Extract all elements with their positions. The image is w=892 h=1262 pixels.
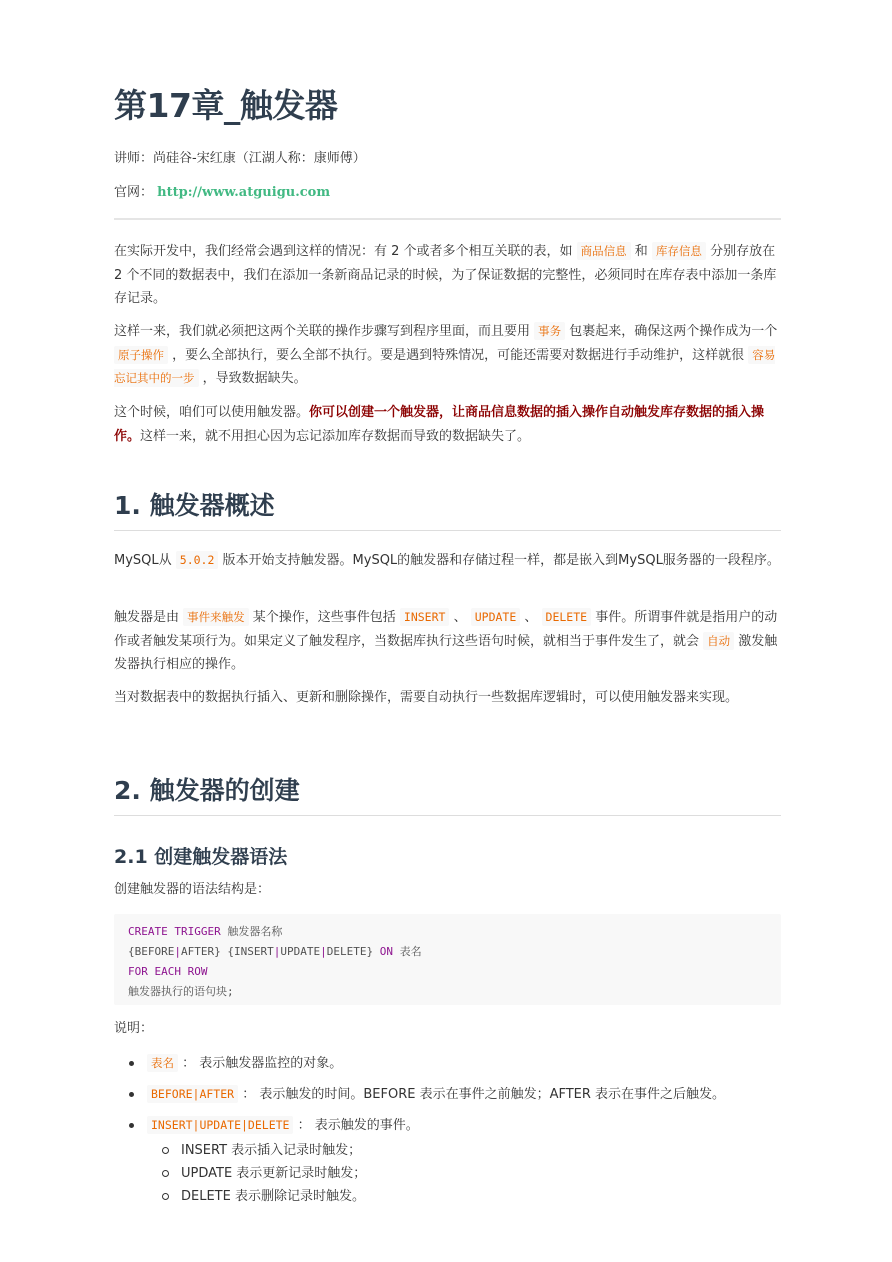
bullet bbox=[162, 1193, 169, 1200]
code-line: FOR EACH ROW bbox=[128, 965, 208, 978]
section-divider bbox=[114, 530, 781, 531]
bullet bbox=[162, 1147, 169, 1154]
list-item: 表名 ： 表示触发器监控的对象。 bbox=[114, 1052, 781, 1075]
inline-code: 自动 bbox=[703, 632, 734, 650]
inline-code: 容易忘记其中的一步 bbox=[114, 347, 776, 385]
code-line: 触发器执行的语句块; bbox=[128, 985, 234, 998]
inline-code: INSERT bbox=[400, 608, 450, 626]
inline-code: BEFORE|AFTER bbox=[147, 1085, 238, 1103]
inline-code: INSERT|UPDATE|DELETE bbox=[147, 1116, 293, 1134]
section1-paragraph-1: MySQL从 5.0.2 版本开始支持触发器。MySQL的触发器和存储过程一样，都是嵌入到MySQL服务器的一段程序。 bbox=[114, 553, 780, 568]
emphasis-text: 你可以创建一个触发器，让商品信息数据的插入操作自动触发库存数据的插入操作。 bbox=[114, 405, 765, 444]
chapter-title: 第17章_触发器 bbox=[114, 86, 338, 125]
notes-list bbox=[114, 1052, 781, 1208]
list-item: INSERT|UPDATE|DELETE ： 表示触发的事件。 INSERT 表示插入记录时触发； UPDATE 表示更新记录时触发； DELETE 表示删除记录时触发。 bbox=[114, 1114, 781, 1208]
intro-paragraph-3: 这个时候，咱们可以使用触发器。你可以创建一个触发器，让商品信息数据的插入操作自动触发库存数据的插入操作。这样一来，就不用担心因为忘记添加库存数据而导致的数据缺失了。 bbox=[114, 405, 765, 444]
sublist-item: INSERT 表示插入记录时触发； bbox=[147, 1139, 781, 1162]
site-link[interactable]: http://www.atguigu.com bbox=[157, 185, 331, 200]
inline-code: DELETE bbox=[542, 608, 592, 626]
inline-code: 事件来触发 bbox=[183, 608, 249, 626]
intro-paragraph-1: 在实际开发中，我们经常会遇到这样的情况：有 2 个或者多个相互关联的表，如 商品信息 和 库存信息 分别存放在 2 个不同的数据表中，我们在添加一条新商品记录的时候，为了保证数据的完整性，必须同时在库存表中添加一条库存记录。 bbox=[114, 244, 777, 306]
section1-paragraph-3: 当对数据表中的数据执行插入、更新和删除操作，需要自动执行一些数据库逻辑时，可以使用触发器来实现。 bbox=[114, 690, 739, 705]
code-line: CREATE TRIGGER 触发器名称 bbox=[128, 925, 283, 938]
site-label: 官网： bbox=[114, 185, 154, 200]
sublist-item: DELETE 表示删除记录时触发。 bbox=[147, 1185, 781, 1208]
site-line bbox=[114, 181, 330, 200]
intro-paragraph-2: 这样一来，我们就必须把这两个关联的操作步骤写到程序里面，而且要用 事务 包裹起来，确保这两个操作成为一个 原子操作 ，要么全部执行，要么全部不执行。要是遇到特殊情况，可能还需要对数据进行手动维护，这样就很 容易忘记其中的一步 ，导致数据缺失。 bbox=[114, 324, 778, 386]
inline-code: UPDATE bbox=[471, 608, 521, 626]
section-heading-2: 2. 触发器的创建 bbox=[114, 776, 300, 805]
inline-code: 5.0.2 bbox=[176, 551, 219, 569]
bullet bbox=[129, 1092, 134, 1097]
list-item: BEFORE|AFTER ： 表示触发的时间。BEFORE 表示在事件之前触发；AFTER 表示在事件之后触发。 bbox=[114, 1083, 781, 1106]
inline-code: 库存信息 bbox=[652, 242, 706, 260]
sublist-item: UPDATE 表示更新记录时触发； bbox=[147, 1162, 781, 1185]
section1-paragraph-2: 触发器是由 事件来触发 某个操作，这些事件包括 INSERT 、 UPDATE 、 DELETE 事件。所谓事件就是指用户的动作或者触发某项行为。如果定义了触发程序，当数据库执行这些语句时候，就相当于事件发生了，就会 自动 激发触发器执行相应的操作。 bbox=[114, 610, 778, 672]
inline-code: 原子操作 bbox=[114, 346, 168, 364]
section-heading-1: 1. 触发器概述 bbox=[114, 491, 275, 520]
inline-code: 事务 bbox=[534, 322, 565, 340]
subsection-heading: 2.1 创建触发器语法 bbox=[114, 846, 288, 868]
syntax-intro: 创建触发器的语法结构是： bbox=[114, 882, 271, 897]
title-divider bbox=[114, 218, 781, 220]
section-divider bbox=[114, 815, 781, 816]
inline-code: 表名 bbox=[147, 1054, 178, 1072]
bullet bbox=[162, 1170, 169, 1177]
code-line: {BEFORE|AFTER} {INSERT|UPDATE|DELETE} ON 表名 bbox=[128, 945, 422, 958]
code-block[interactable] bbox=[114, 914, 781, 1005]
notes-label: 说明： bbox=[114, 1021, 154, 1036]
event-sublist bbox=[147, 1139, 781, 1208]
lecturer-line: 讲师：尚硅谷-宋红康（江湖人称：康师傅） bbox=[114, 151, 366, 166]
bullet bbox=[129, 1061, 134, 1066]
inline-code: 商品信息 bbox=[577, 242, 631, 260]
bullet bbox=[129, 1123, 134, 1128]
